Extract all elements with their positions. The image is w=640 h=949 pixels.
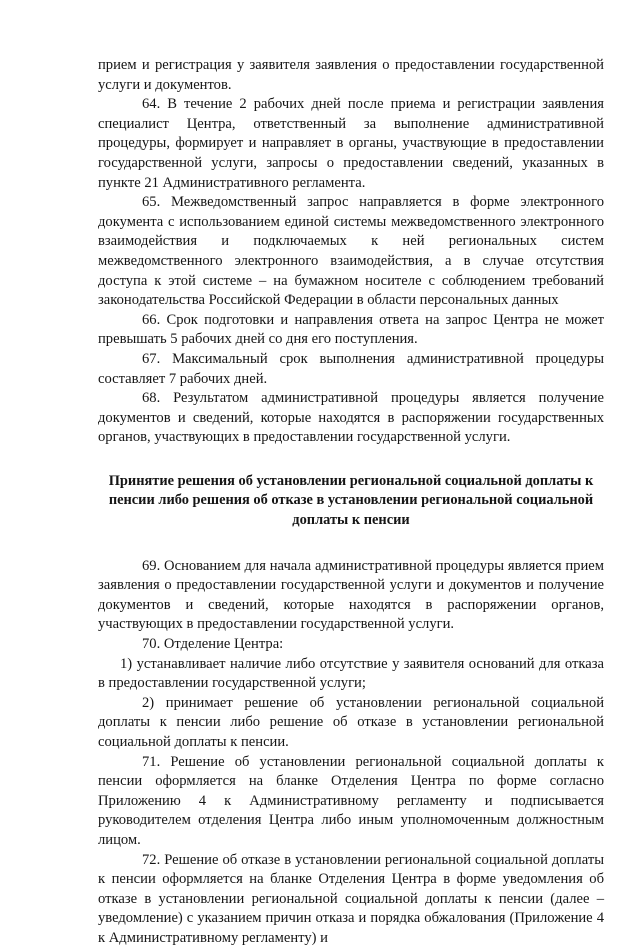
paragraph-66: 66. Срок подготовки и направления ответа на запрос Центра не может превышать 5 рабочих дней со дня его поступления. [98, 311, 604, 348]
paragraph-70-item-2: 2) принимает решение об установлении региональной социальной доплаты к пенсии либо решение об отказе в установлении региональной социальной доплаты к пенсии. [98, 694, 604, 750]
paragraph-70-item-1: 1) устанавливает наличие либо отсутствие у заявителя оснований для отказа в предоставлении государственной услуги; [98, 655, 604, 692]
paragraph-69: 69. Основанием для начала административной процедуры является прием заявления о предоставлении государственной услуги и документов и получение документов и сведений, которые находятся в распоряжении органов, участвующих в предоставлении государственной услуги. [98, 557, 604, 633]
paragraph-70: 70. Отделение Центра: [142, 636, 284, 653]
paragraph-71: 71. Решение об установлении региональной социальной доплаты к пенсии оформляется на бланке Отделения Центра по форме согласно Приложению 4 к Административному регламенту и подписывается руководителем отделения Центра либо иным уполномоченным должностным лицом. [98, 753, 604, 848]
paragraph-68: 68. Результатом административной процедуры является получение документов и сведений, которые находятся в распоряжении государственных органов, участвующих в предоставлении государственной услуги. [98, 390, 604, 446]
section-heading: Принятие решения об установлении региональной социальной доплаты к пенсии либо решения об отказе в установлении региональной социальной доплаты к пенсии [108, 472, 594, 529]
paragraph-64: 64. В течение 2 рабочих дней после приема и регистрации заявления специалист Центра, ответственный за выполнение административной процедуры, формирует и направляет в органы, участвующие в предоставлении государственной услуги, запросы о предоставлении сведений, указанных в пункте 21 Административного регламента. [98, 96, 604, 191]
paragraph-67: 67. Максимальный срок выполнения административной процедуры составляет 7 рабочих дней. [98, 350, 604, 387]
paragraph-65: 65. Межведомственный запрос направляется в форме электронного документа с использованием единой системы межведомственного электронного взаимодействия и подключаемых к ней региональных систем межведомственного электронного взаимодействия, а в случае отсутствия доступа к этой системе – на бумажном носителе с соблюдением требований законодательства Российской Федерации в области персональных данных [98, 194, 604, 309]
paragraph-72: 72. Решение об отказе в установлении региональной социальной доплаты к пенсии оформляется на бланке Отделения Центра в форме уведомления об отказе в установлении региональной социальной доплаты к пенсии (далее – уведомление) с указанием причин отказа и порядка обжалования (Приложение 4 к Административному регламенту) и [98, 851, 604, 946]
paragraph-63-tail: прием и регистрация у заявителя заявления о предоставлении государственной услуги и документов. [98, 57, 604, 93]
